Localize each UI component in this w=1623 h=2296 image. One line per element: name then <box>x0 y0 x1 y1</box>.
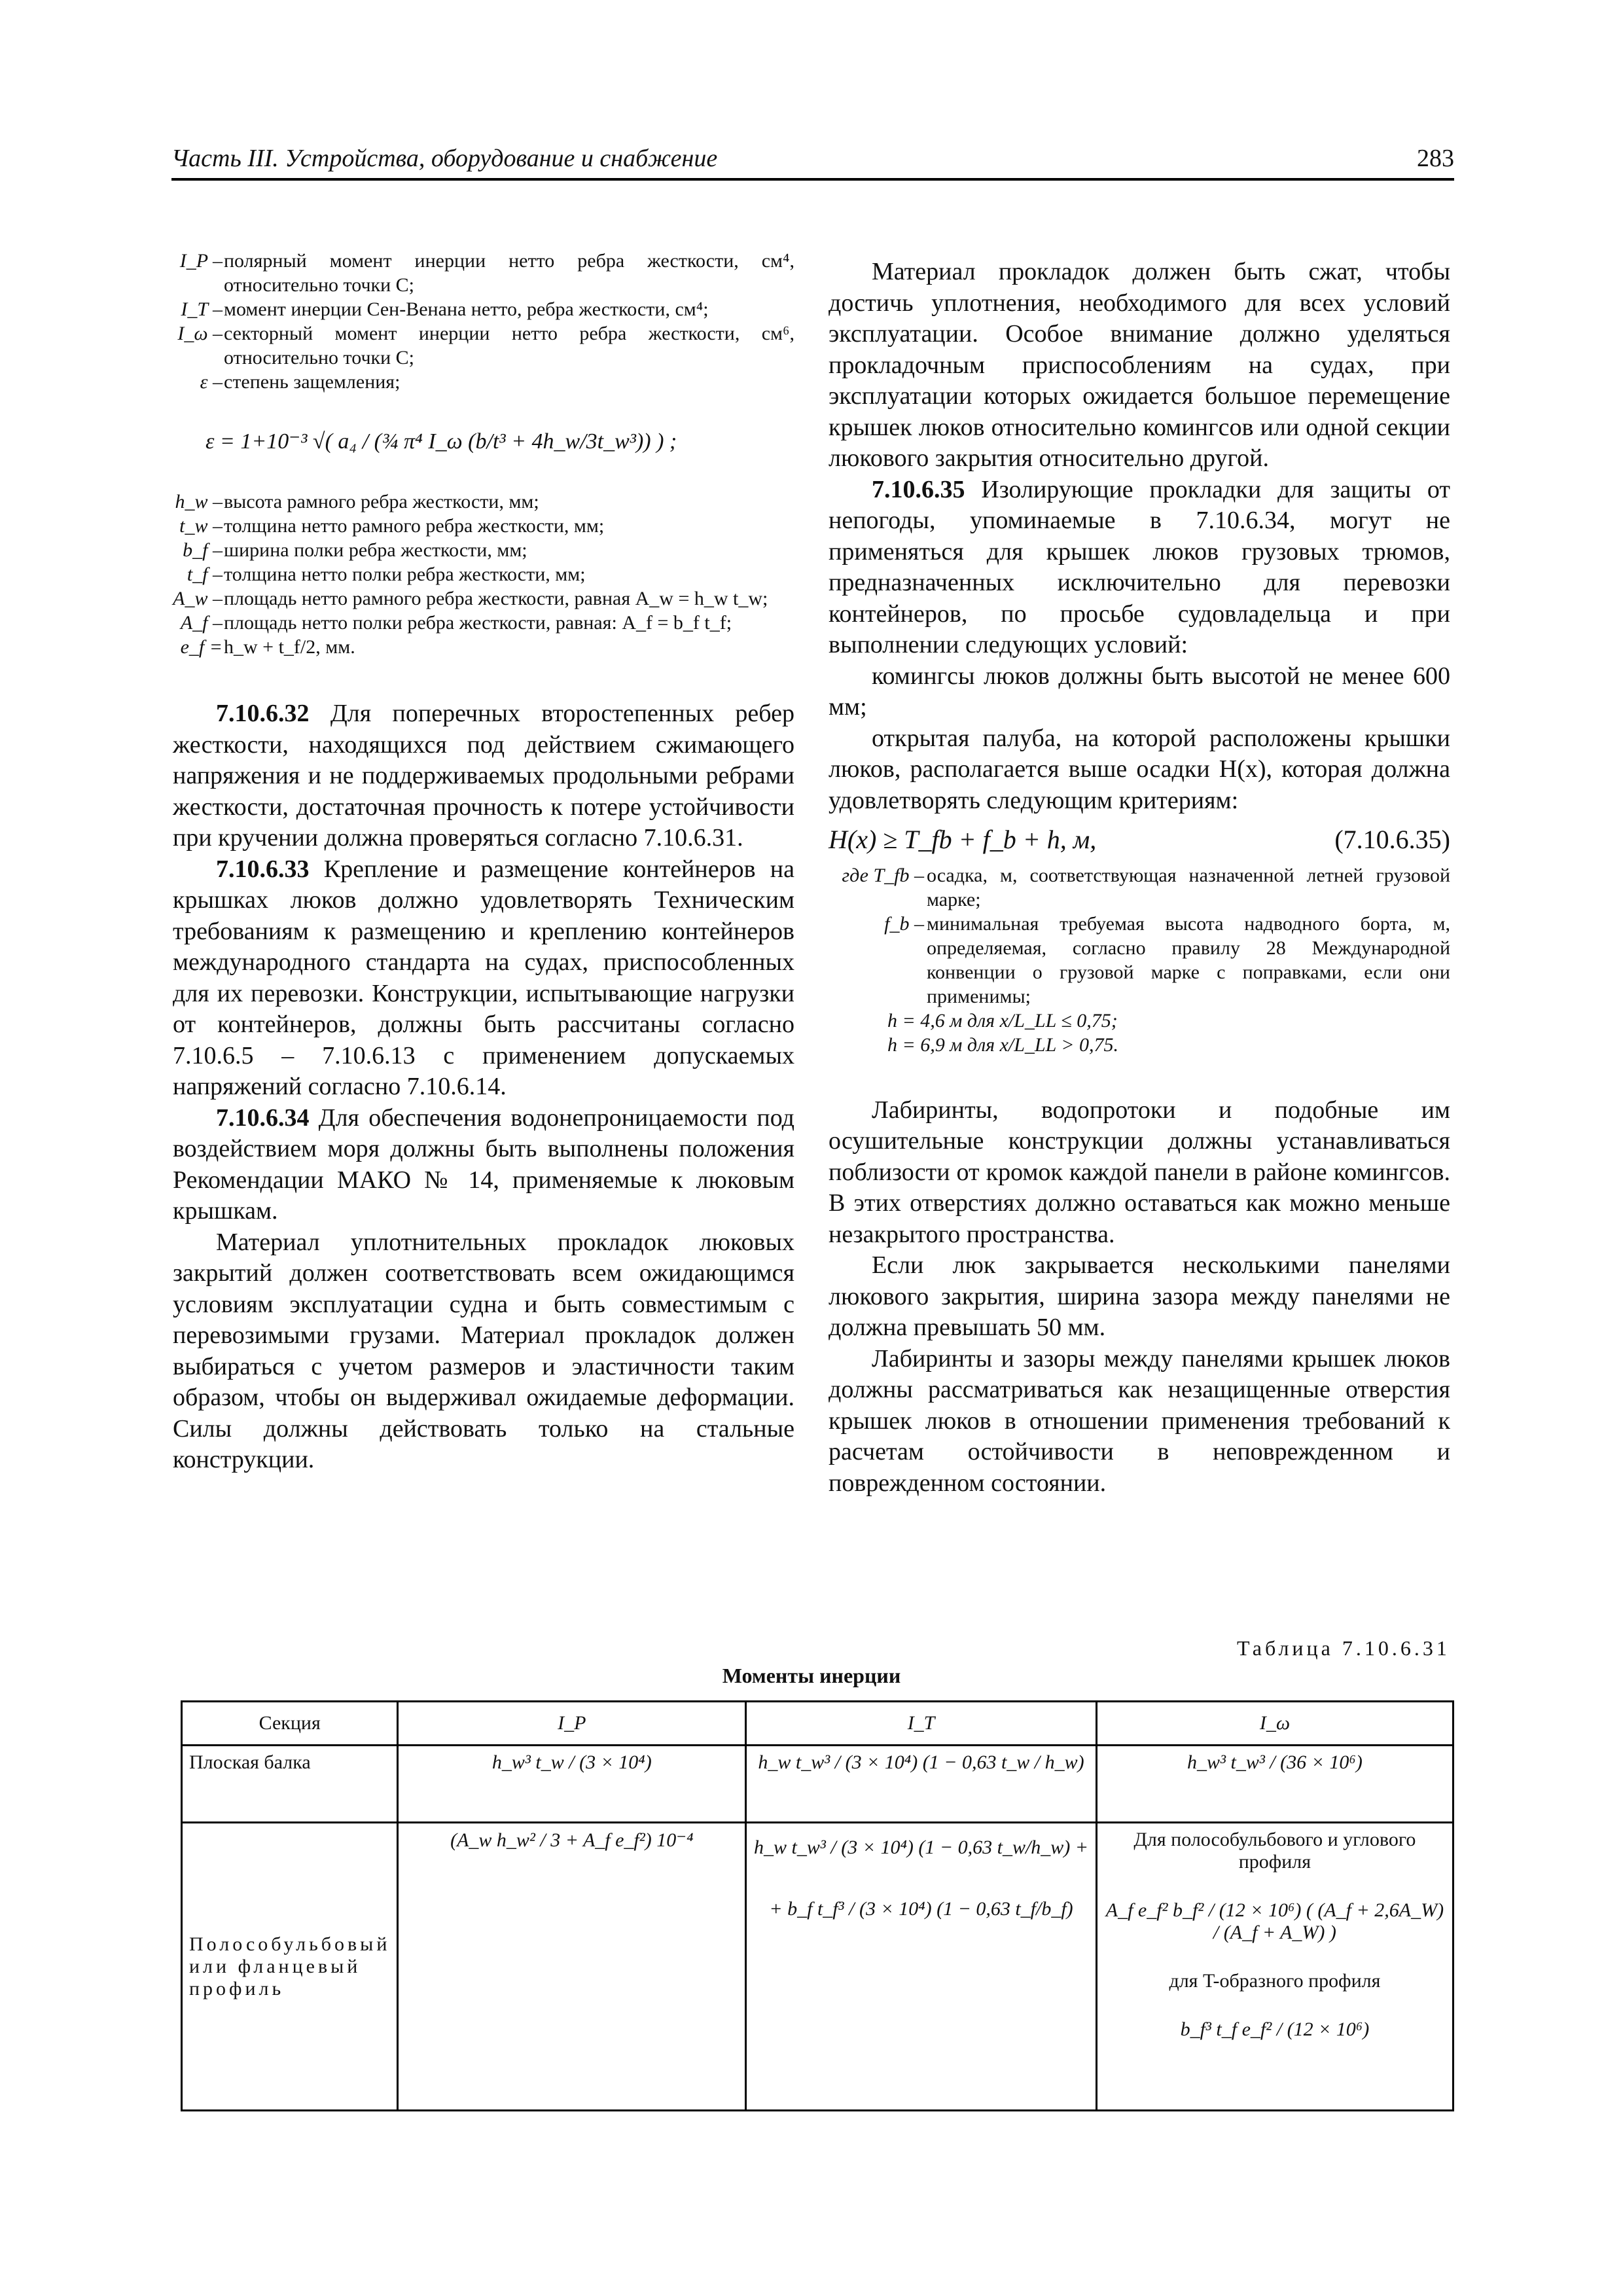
definition-h-low: h = 4,6 м для x/L_LL ≤ 0,75; <box>887 1009 1118 1031</box>
paragraph-gasket-compression: Материал прокладок должен быть сжат, чтобы достичь уплотнения, необходимого для всех условий эксплуатации. Особое внимание должно уделяться прокладочным приспособлениям на судах, при эксплуатации которых ожидается большое перемещение крышек люков относительно комингсов или одной секции люкового закрытия относительно другой. <box>829 258 1450 472</box>
paragraph-labyrinths: Лабиринты, водопротоки и подобные им осушительные конструкции должны устанавливаться поблизости от кромок каждой панели в районе комингсов. В этих отверстиях должно оставаться как можно меньше незакрытого пространства. <box>829 1096 1450 1248</box>
column-header-it: I_T <box>746 1702 1097 1746</box>
cell-section-flat-bar: Плоская балка <box>182 1746 398 1823</box>
definition-iw: I_ω – секторный момент инерции нетто ребра жесткости, см⁶, относительно точки C; <box>177 323 794 368</box>
definition-tf: t_f – толщина нетто полки ребра жесткости, мм; <box>187 564 586 585</box>
column-header-ip: I_P <box>398 1702 746 1746</box>
definition-af: A_f – площадь нетто полки ребра жесткости, равная: A_f = b_f t_f; <box>180 612 732 634</box>
cell-it-flat-bar: h_w t_w³ / (3 × 10⁴) (1 − 0,63 t_w / h_w) <box>746 1746 1097 1823</box>
paragraph-gasket-material: Материал уплотнительных прокладок люковых закрытий должен соответствовать всем ожидающимся условиям эксплуатации судна и быть совместимым с перевозимыми грузами. Материал прокладок должен выбираться с учетом размеров и эластичности таким образом, чтобы он выдерживал ожидаемые деформации. Силы должны действовать только на стальные конструкции. <box>173 1228 794 1473</box>
paragraph-7-10-6-33: 7.10.6.33 Крепление и размещение контейнеров на крышках люков должно удовлетворять Техническим требованиям к размещению и креплению контейнеров международного стандарта на судах, приспособленных для их перевозки. Конструкции, испытывающие нагрузки от контейнеров, должны быть рассчитаны согласно 7.10.6.5 – 7.10.6.13 с применением допускаемых напряжений согласно 7.10.6.14. <box>173 855 794 1100</box>
cell-it-bulb-profile: h_w t_w³ / (3 × 10⁴) (1 − 0,63 t_w/h_w) + + b_f t_f³ / (3 × 10⁴) (1 − 0,63 t_f/b_f) <box>746 1823 1097 2111</box>
definition-tw: t_w – толщина нетто рамного ребра жесткости, мм; <box>179 515 605 537</box>
definitions-bottom <box>173 490 794 659</box>
definition-it: I_T – момент инерции Сен-Венана нетто, ребра жесткости, см⁴; <box>181 298 709 320</box>
table-label: Таблица 7.10.6.31 <box>1237 1636 1450 1660</box>
definition-ef: e_f = h_w + t_f/2, мм. <box>180 636 355 658</box>
equation-body: H(x) ≥ T_fb + f_b + h, м, <box>829 825 1097 854</box>
cell-iw-bulb-profile: Для полособульбового и углового профиля A_f e_f² b_f² / (12 × 10⁶) ( (A_f + 2,6A_W) / (A_f + A_W) ) для T-образного профиля b_f³ t_f e_f² / (12 × 10⁶) <box>1096 1823 1453 2111</box>
cell-ip-flat-bar: h_w³ t_w / (3 × 10⁴) <box>398 1746 746 1823</box>
paragraph-7-10-6-35: 7.10.6.35 Изолирующие прокладки для защиты от непогоды, упоминаемые в 7.10.6.34, могут не применяться для крышек люков грузовых трюмов, предназначенных исключительно для перевозки контейнеров, по просьбе судовладельца и при выполнении следующих условий: <box>829 475 1450 658</box>
column-header-iw: I_ω <box>1096 1702 1453 1746</box>
table-row <box>182 1746 1454 1823</box>
paragraph-unprotected-openings: Лабиринты и зазоры между панелями крышек люков должны рассматриваться как незащищенные отверстия крышек люков в отношении применения требований к расчетам остойчивости в неповрежденном и поврежденном состоянии. <box>829 1344 1450 1497</box>
definitions-top <box>173 249 794 394</box>
definition-epsilon: ε – степень защемления; <box>200 371 401 393</box>
definition-ip: I_P – полярный момент инерции нетто ребра жесткости, см⁴, относительно точки C; <box>179 250 794 296</box>
definition-aw: A_w – площадь нетто рамного ребра жесткости, равная A_w = h_w t_w; <box>173 588 768 609</box>
equation-7-10-6-35 <box>829 824 1450 855</box>
paragraph-panel-gap: Если люк закрывается несколькими панелями люкового закрытия, ширина зазора между панелями не должна превышать 50 мм. <box>829 1251 1450 1341</box>
equation-number: (7.10.6.35) <box>1334 825 1450 854</box>
paragraph-7-10-6-34: 7.10.6.34 Для обеспечения водонепроницаемости под воздействием моря должны быть выполнены положения Рекомендации МАКО № 14, применяемые к люковым крышкам. <box>173 1103 794 1225</box>
right-column <box>829 257 1450 1499</box>
paragraph-open-deck: открытая палуба, на которой расположены крышки люков, располагается выше осадки H(x), которая должна удовлетворять следующим критериям: <box>829 724 1450 814</box>
paragraph-7-10-6-32: 7.10.6.32 Для поперечных второстепенных ребер жесткости, находящихся под действием сжимающего напряжения и не поддерживаемых продольными ребрами жесткости, достаточная прочность к потере устойчивости при кручении должна проверяться согласно 7.10.6.31. <box>173 700 794 852</box>
cell-ip-bulb-profile: (A_w h_w² / 3 + A_f e_f²) 10⁻⁴ <box>398 1823 746 2111</box>
definition-h-high: h = 6,9 м для x/L_LL > 0,75. <box>887 1033 1118 1056</box>
definition-tfb: где T_fb – осадка, м, соответствующая назначенной летней грузовой марке; <box>842 864 1450 910</box>
cell-iw-flat-bar: h_w³ t_w³ / (36 × 10⁶) <box>1096 1746 1453 1823</box>
left-column <box>173 249 794 1476</box>
cell-section-bulb-profile: Полособульбовый или фланцевый профиль <box>182 1823 398 2111</box>
column-header-section: Секция <box>182 1702 398 1746</box>
definition-hw: h_w – высота рамного ребра жесткости, мм; <box>175 491 539 512</box>
paragraph-coaming-height: комингсы люков должны быть высотой не менее 600 мм; <box>829 662 1450 721</box>
table-title: Моменты инерции <box>722 1664 901 1687</box>
running-title: Часть III. Устройства, оборудование и снабжение <box>171 145 718 172</box>
epsilon-formula: ε = 1+10⁻³ √( a₄ / (¾ π⁴ I_ω (b/t³ + 4h_w/3t_w³)) ) ; <box>205 429 677 454</box>
page-number: 283 <box>1417 145 1454 172</box>
definition-bf: b_f – ширина полки ребра жесткости, мм; <box>183 539 527 561</box>
definition-fb: f_b – минимальная требуемая высота надводного борта, м, определяемая, согласно правилу 28 Международной конвенции о грузовой марке с поправками, если они применимы; <box>884 912 1450 1007</box>
table-header-row <box>182 1702 1454 1746</box>
table-row <box>182 1823 1454 2111</box>
moments-of-inertia-table <box>181 1700 1454 2111</box>
where-definitions <box>829 863 1450 1057</box>
page-header <box>171 144 1454 181</box>
